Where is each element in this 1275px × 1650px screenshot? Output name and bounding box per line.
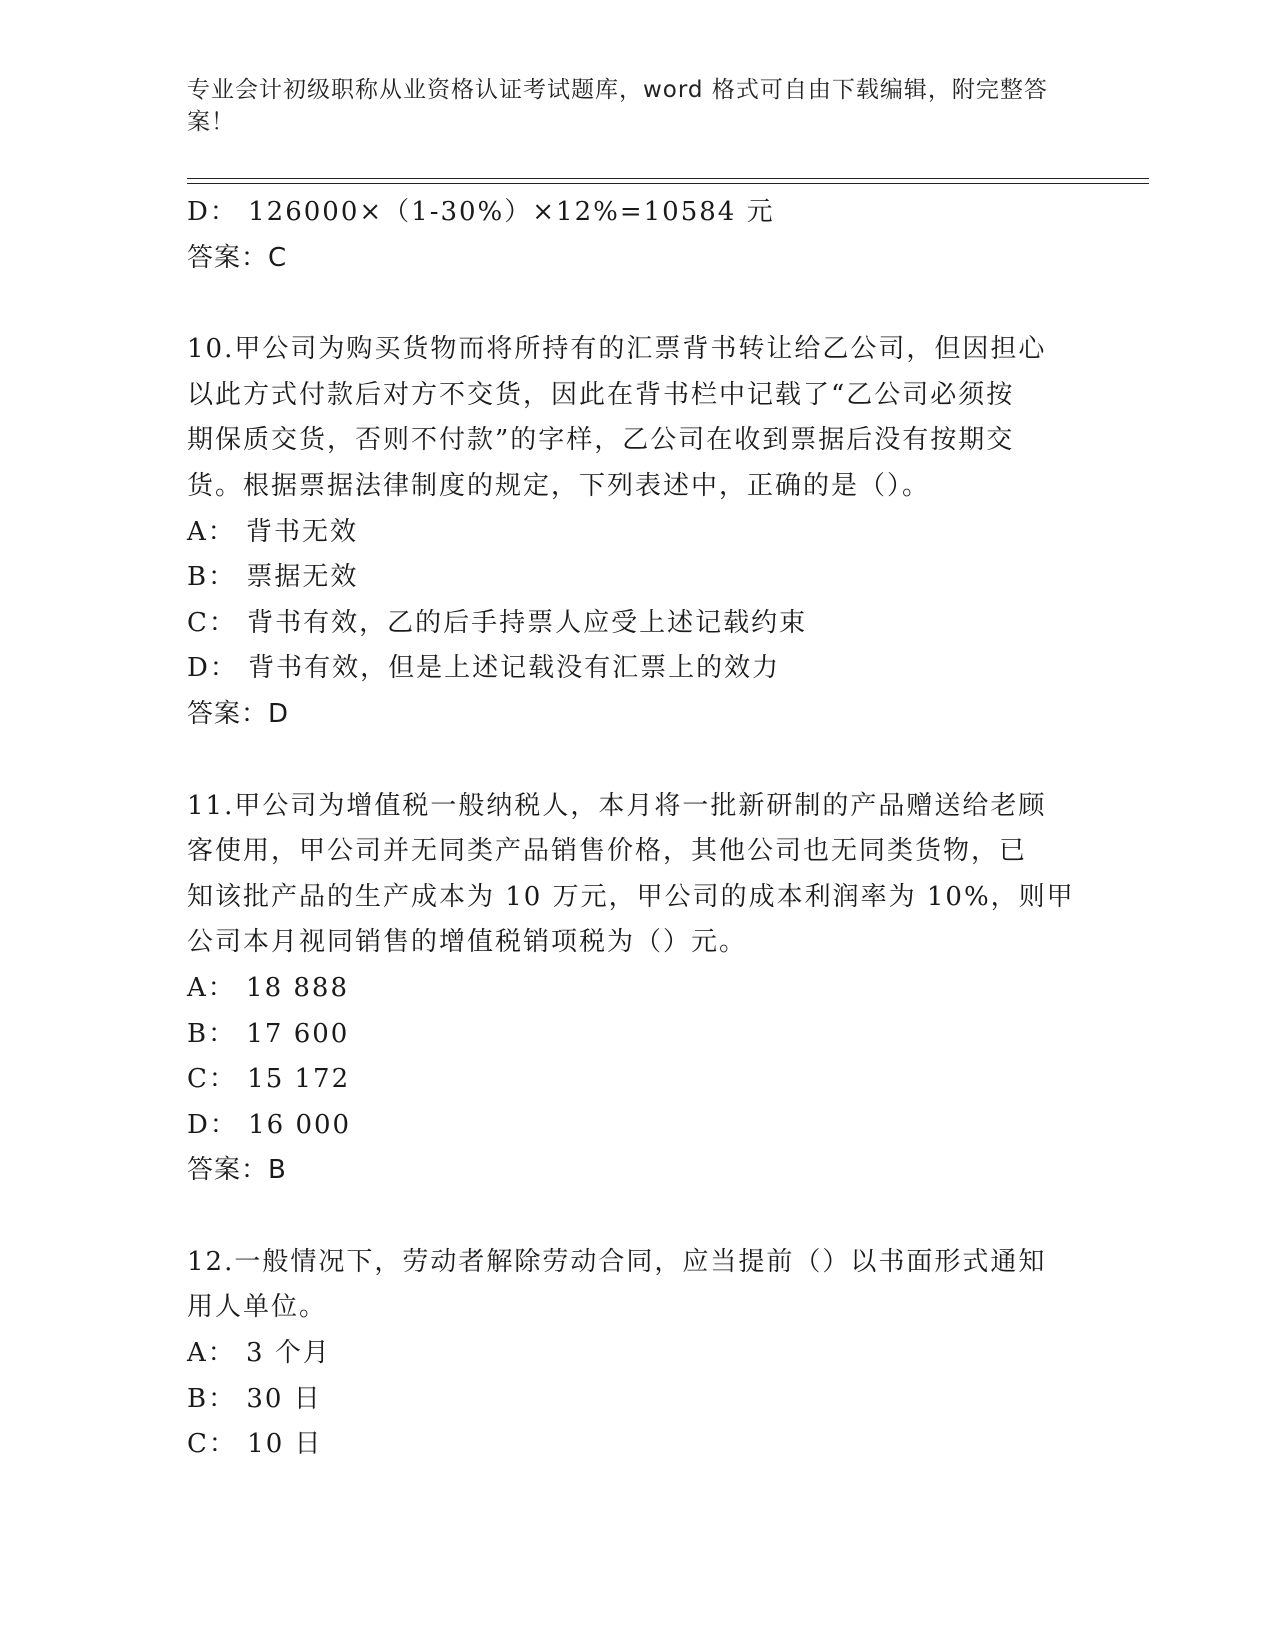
header-note-line-2: 案！ [187,109,235,135]
question-11-stem-line: 公司本月视同销售的增值税销项税为（）元。 [187,927,748,958]
header-divider-bottom [187,183,1149,184]
question-12-option-c: C： 10 日 [187,1429,323,1460]
question-12-option-b: B： 30 日 [187,1383,322,1414]
question-content [187,190,1087,1468]
question-10-stem-line: 期保质交货，否则不付款”的字样，乙公司在收到票据后没有按期交 [187,425,1015,456]
question-10-option-d: D： 背书有效，但是上述记载没有汇票上的效力 [187,653,781,684]
question-11 [187,784,1087,1194]
header-note-line-1: 专业会计初级职称从业资格认证考试题库，word 格式可自由下载编辑，附完整答 [187,77,1048,103]
spacer [187,281,1087,327]
question-12-stem-line: 12.一般情况下，劳动者解除劳动合同，应当提前（）以书面形式通知 [187,1246,1047,1277]
question-12 [187,1240,1087,1468]
spacer [187,1194,1087,1240]
question-10-option-a: A： 背书无效 [187,516,359,547]
question-11-option-a: A： 18 888 [187,972,350,1003]
question-10 [187,327,1087,737]
question-12-option-a: A： 3 个月 [187,1338,331,1369]
header-divider-top [187,178,1149,179]
question-11-answer: 答案：B [187,1155,287,1186]
question-11-option-b: B： 17 600 [187,1018,350,1049]
document-header-note [187,74,1067,138]
question-11-option-d: D： 16 000 [187,1109,352,1140]
spacer [187,738,1087,784]
question-10-stem-line: 以此方式付款后对方不交货，因此在背书栏中记载了“乙公司必须按 [187,379,1015,410]
question-10-option-c: C： 背书有效，乙的后手持票人应受上述记载约束 [187,607,808,638]
question-10-stem-line: 10.甲公司为购买货物而将所持有的汇票背书转让给乙公司，但因担心 [187,334,1047,365]
question-11-stem-line: 知该批产品的生产成本为 10 万元，甲公司的成本利润率为 10%，则甲 [187,881,1075,912]
question-11-option-c: C： 15 172 [187,1064,351,1095]
question-10-answer: 答案：D [187,698,290,729]
question-10-option-b: B： 票据无效 [187,562,359,593]
previous-option-d: D： 126000×（1-30%）×12%=10584 元 [187,197,775,227]
question-10-stem-line: 货。根据票据法律制度的规定，下列表述中，正确的是（）。 [187,470,931,501]
question-11-stem-line: 11.甲公司为增值税一般纳税人，本月将一批新研制的产品赠送给老顾 [187,790,1047,821]
previous-answer: 答案：C [187,242,288,273]
question-11-stem-line: 客使用，甲公司并无同类产品销售价格，其他公司也无同类货物，已 [187,836,1028,867]
question-12-stem-line: 用人单位。 [187,1292,328,1323]
